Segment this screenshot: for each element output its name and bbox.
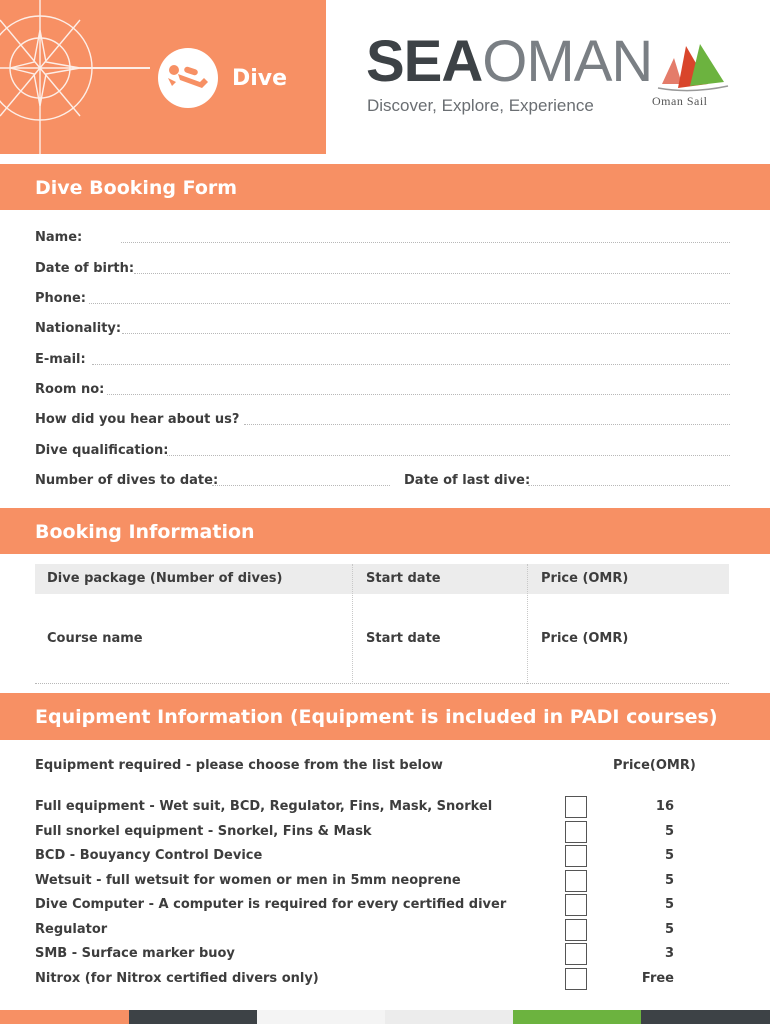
footer-strip-2 bbox=[129, 1010, 257, 1024]
nationality-label: Nationality: bbox=[35, 321, 122, 336]
email-field[interactable] bbox=[92, 364, 730, 365]
equipment-item-label: Wetsuit - full wetsuit for women or men in 5mm neoprene bbox=[35, 873, 461, 888]
name-label: Name: bbox=[35, 230, 83, 245]
equipment-item-label: Dive Computer - A computer is required for every certified diver bbox=[35, 897, 507, 912]
price-label-1: Price (OMR) bbox=[541, 571, 629, 586]
equipment-item-price: 16 bbox=[655, 799, 674, 814]
booking-input-row-2[interactable] bbox=[35, 654, 729, 684]
equipment-checkbox[interactable] bbox=[565, 870, 587, 892]
equipment-item-label: BCD - Bouyancy Control Device bbox=[35, 848, 263, 863]
brand-part-sea: SEA bbox=[366, 29, 483, 94]
equipment-item-label: Full snorkel equipment - Snorkel, Fins & Mask bbox=[35, 824, 372, 839]
seaoman-logo bbox=[366, 30, 652, 94]
dob-label: Date of birth: bbox=[35, 261, 135, 276]
footer-strip-4 bbox=[385, 1010, 513, 1024]
equipment-checkbox[interactable] bbox=[565, 845, 587, 867]
diver-icon bbox=[158, 48, 218, 108]
booking-col-divider-1 bbox=[352, 564, 353, 684]
equipment-checkbox[interactable] bbox=[565, 894, 587, 916]
last-dive-field[interactable] bbox=[528, 485, 730, 486]
last-dive-label: Date of last dive: bbox=[404, 473, 531, 488]
booking-input-row-1[interactable] bbox=[35, 594, 729, 624]
equipment-item-price: Free bbox=[641, 971, 674, 986]
hear-field[interactable] bbox=[244, 424, 730, 425]
qualification-label: Dive qualification: bbox=[35, 443, 169, 458]
phone-label: Phone: bbox=[35, 291, 86, 306]
num-dives-field[interactable] bbox=[212, 485, 390, 486]
hear-label: How did you hear about us? bbox=[35, 412, 240, 427]
oman-sail-logo-icon bbox=[648, 40, 734, 92]
start-date-label-2: Start date bbox=[366, 631, 441, 646]
name-field[interactable] bbox=[121, 242, 730, 243]
equipment-checkbox[interactable] bbox=[565, 943, 587, 965]
course-name-label: Course name bbox=[47, 631, 143, 646]
equipment-item-label: Regulator bbox=[35, 922, 108, 937]
dive-package-label: Dive package (Number of dives) bbox=[47, 571, 283, 586]
email-label: E-mail: bbox=[35, 352, 86, 367]
nationality-field[interactable] bbox=[122, 333, 730, 334]
price-column-header: Price(OMR) bbox=[613, 758, 696, 773]
phone-field[interactable] bbox=[89, 303, 730, 304]
equipment-item-price: 3 bbox=[664, 946, 674, 961]
footer-strip-6 bbox=[641, 1010, 770, 1024]
booking-col-divider-2 bbox=[527, 564, 528, 684]
brand-tagline: Discover, Explore, Experience bbox=[367, 96, 594, 115]
form-title-bar: Dive Booking Form bbox=[0, 164, 770, 210]
dob-field[interactable] bbox=[134, 273, 730, 274]
equipment-title-bar: Equipment Information (Equipment is included in PADI courses) bbox=[0, 693, 770, 740]
equipment-item-price: 5 bbox=[664, 873, 674, 888]
equipment-item-price: 5 bbox=[664, 824, 674, 839]
equipment-item-label: SMB - Surface marker buoy bbox=[35, 946, 235, 961]
section-badge-label: Dive bbox=[232, 66, 288, 91]
footer-strip-3 bbox=[257, 1010, 385, 1024]
room-label: Room no: bbox=[35, 382, 105, 397]
footer-strip-1 bbox=[0, 1010, 129, 1024]
booking-bottom-divider bbox=[35, 683, 729, 684]
equipment-item-price: 5 bbox=[664, 848, 674, 863]
booking-title-bar: Booking Information bbox=[0, 508, 770, 554]
equipment-checkbox[interactable] bbox=[565, 796, 587, 818]
equipment-checkbox[interactable] bbox=[565, 821, 587, 843]
equipment-intro: Equipment required - please choose from the list below bbox=[35, 758, 443, 773]
equipment-item-label: Nitrox (for Nitrox certified divers only) bbox=[35, 971, 319, 986]
footer-strip-5 bbox=[513, 1010, 641, 1024]
brand-part-oman: OMAN bbox=[482, 29, 653, 94]
equipment-item-price: 5 bbox=[664, 922, 674, 937]
equipment-item-price: 5 bbox=[664, 897, 674, 912]
equipment-checkbox[interactable] bbox=[565, 919, 587, 941]
room-field[interactable] bbox=[107, 394, 730, 395]
qualification-field[interactable] bbox=[167, 455, 730, 456]
num-dives-label: Number of dives to date: bbox=[35, 473, 219, 488]
equipment-item-label: Full equipment - Wet suit, BCD, Regulator, Fins, Mask, Snorkel bbox=[35, 799, 493, 814]
start-date-label-1: Start date bbox=[366, 571, 441, 586]
price-label-2: Price (OMR) bbox=[541, 631, 629, 646]
equipment-checkbox[interactable] bbox=[565, 968, 587, 990]
partner-logo-text: Oman Sail bbox=[652, 94, 708, 108]
